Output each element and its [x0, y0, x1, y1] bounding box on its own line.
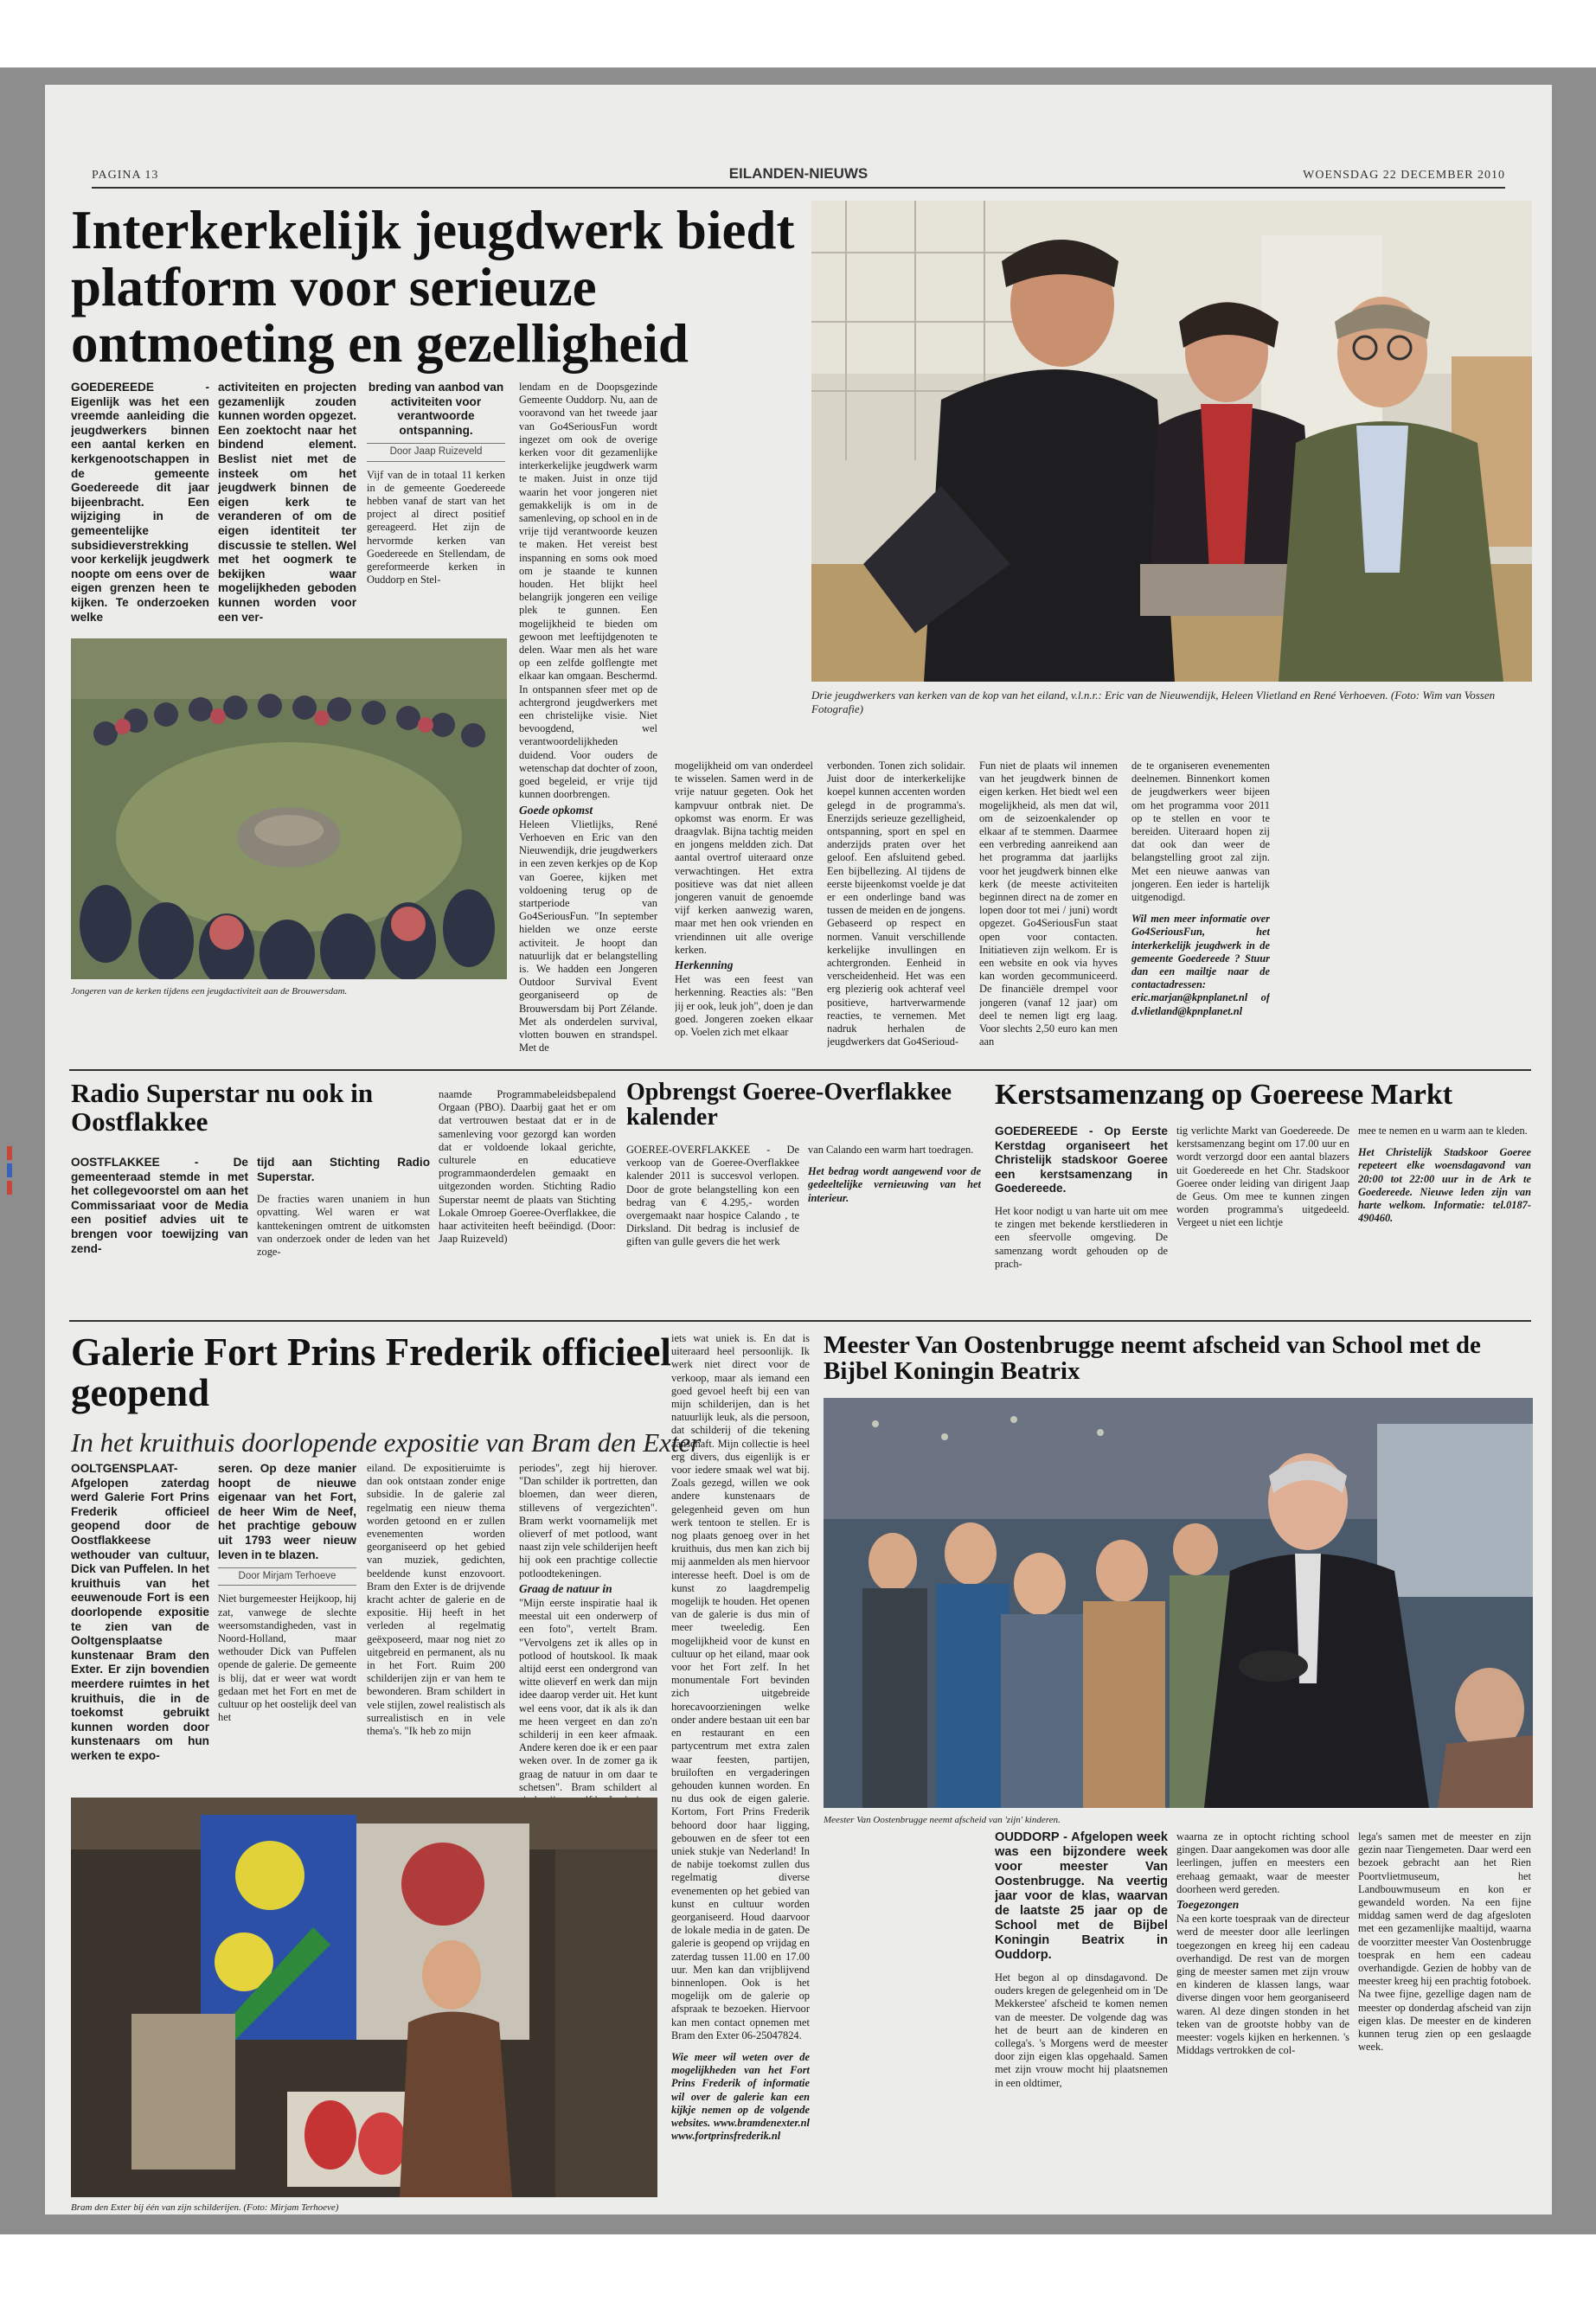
photo-caption: Meester Van Oostenbrugge neemt afscheid van 'zijn' kinderen.: [824, 1815, 1061, 1825]
article-column: [71, 1156, 248, 1311]
article-column: [671, 1332, 810, 2214]
article-text: iets wat uniek is. En dat is uiteraard heel persoonlijk. Ik werk niet direct voor de verkoop, maar als iemand een goed gevoel heeft bij een van mijn schilderijen, dan is het natuurlijk leuk, als die persoon, dat schilderij of die tekening aanschaft. Mijn collectie is heel erg divers, dus eigenlijk is er voor iedere smaak wel wat bij. Zoals gezegd, willen we ook andere kunstenaars de gelegenheid geven om hun werk tentoon te stellen. Er is nog plaats genoeg over in het kruithuis, dus men kan zich bij mij aanmelden als men hiervoor interesse heeft. Doel is om de kunst zo laagdrempelig mogelijk te houden. Het openen van de galerie is dus min of meer tweeledig. Een mogelijkheid voor de kunst en cultuur op het eiland, maar ook voor het Fort zelf. In het monumentale Fort bevinden zich uitgebreide horecavoorzieningen welke onder andere bestaan uit een bar en restaurant en een partycentrum met extra zalen waar feesten, partijen, bruiloften en vergaderingen gehouden kunnen worden. En nu dus ook de eigen galerie. Kortom, Fort Prins Frederik behoord door haar ligging, gebouwen en de sfeer tot een uniek stukje van Nederland! In de nabije toekomst zullen dus regelmatig diverse evenementen op het gebied van kunst en cultuur worden georganiseerd. Houd daarvoor de lokale media in de gaten. De galerie is geopend op vrijdag en zaterdag tussen 11.00 en 17.00 uur. Men kan dan vrijblijvend binnenlopen. Ook is het mogelijk om de galerie op afspraak te bezoeken. Hiervoor kan men contact opnemen met Bram den Exter 06-25047824.: [671, 1332, 810, 2041]
article-note: Het Christelijk Stadskoor Goeree repeteert elke woensdagavond van 20:00 tot 22:00 uur in de Ark te Goedereede. Nieuwe leden zijn van harte welkom. Informatie: tel.0187-490460.: [1358, 1146, 1531, 1225]
article-column: [995, 1830, 1168, 2211]
article-text: "Mijn eerste inspiratie haal ik meestal uit een onderwerp of een foto", vertelt Bram. "Vervolgens zet ik alles op in potlood of houtskool. Ik maak altijd eerst een ondergrond van witte olieverf en werk dan mijn idee daarop verder uit. Het kunt wel eens voor, dat ik als ik dan me heen vergeet en dan zo'n schilderij in een keer afmaak. Andere keren doe ik er een paar weken over. In de zomer ga ik graag de natuur in om daar te schetsen". Bram schildert al: [519, 1597, 657, 1793]
scan-color-tab: [7, 1181, 12, 1195]
article-text: Heleen Vlietlijks, René Verhoeven en Eric van den Nieuwendijk, drie jeugdwerkers in een zeven kerkjes op de Kop van Goeree, kijken met voldoening terug op de startperiode van Go4SeriousFun. "In september hielden we onze eerste activiteit. Je hoopt dan natuurlijk dat er belangstelling is. We hadden een Jongeren Outdoor Survival Event georganiseerd op de Brouwersdam bij Port Zélande. Met als onderdelen survival, vlotten bouwen en strandspel. Met de: [519, 817, 657, 1054]
intertitle: Graag de natuur in: [519, 1581, 612, 1595]
article-text: van Calando een warm hart toedragen.: [808, 1144, 974, 1156]
article-lead: OOSTFLAKKEE - De gemeenteraad stemde in met het collegevoorstel om aan het Commissariaat voor de Media een positief advies uit te brengen voor toewijzing van zend-: [71, 1156, 248, 1255]
article-lead: OUDDORP - Afgelopen week was een bijzondere week voor meester Van Oostenbrugge. Na veertig jaar voor de klas, waarvan de laatste 25 jaar op de School met de Bijbel Koningin Beatrix in Ouddorp.: [995, 1830, 1168, 1962]
headline-galerie: Galerie Fort Prins Frederik officieel geopend: [71, 1330, 671, 1414]
article-column: [626, 1144, 799, 1317]
photo-kampvuur-image: [71, 638, 507, 979]
photo-galerie-image: [71, 1798, 657, 2197]
contact-info: Wil men meer informatie over Go4SeriousFun, het interkerkelijk jeugdwerk in de gemeente Goedereede ? Stuur dan een mailtje naar de contactadressen: eric.marjan@kpnplanet.nl of d.vlietland@kpnplanet.nl: [1131, 913, 1270, 1017]
article-text: Na een korte toespraak van de directeur werd de meester door alle leerlingen toegezongen en kreeg hij een cadeau overhandigd. De rest van de morgen ging de meester samen met zijn vrouw en kinderen de klassen langs, waar diverse dingen voor hem georganiseerd waren. Al deze dingen stonden in het teken van de grootste hobby van de meester: vogels kijken en herkennen. 's Middags vertrokken de col-: [1176, 1913, 1349, 2057]
article-text: eiland. De expositieruimte is dan ook ontstaan zonder enige subsidie. In de galerie zal regelmatig een nieuw thema worden getoond en er zullen evenementen worden georganiseerd op het gebied van muziek, gedichten, beeldende kunst enzovoort. Bram den Exter is de drijvende kracht achter de galerie en de expositie. Hij heeft in het verleden al regelmatig geëxposeerd, maar nog niet zo uitgebreid en permanent, als nu in het Fort. Ruim 200 schilderijen zijn er van hem te bewonderen. Bram schildert in vele stijlen, zowel realistisch als surrealistisch en in vele thema's. "Ik heb zo mijn: [367, 1462, 505, 1738]
article-text: Het begon al op dinsdagavond. De ouders kregen de gelegenheid om in 'De Mekkerstee' afscheid te komen nemen van de meester. De volgende dag was het de beurt aan de kinderen en collega's. 's Morgens werd de meester door zijn eigen klas opgehaald. Samen met zijn vrouw mocht hij plaatsnemen in een oldtimer,: [995, 1971, 1168, 2089]
article-column: [995, 1125, 1168, 1324]
section-rule: [69, 1069, 1531, 1071]
intertitle: Herkenning: [675, 958, 734, 972]
issue-date: WOENSDAG 22 DECEMBER 2010: [1303, 169, 1505, 182]
article-column: [257, 1156, 430, 1311]
article-text: lendam en de Doopsgezinde Gemeente Ouddorp. Nu, aan de vooravond van het tweede jaar van Go4SeriousFun wordt ingezet om ook de overige kerken voor dit gezamenlijke interkerkelijke jeugdwerk warm te maken. Juist in onze tijd waarin het voor jongeren niet gemakkelijk is om in de samenleving, op school en in de vrije tijd verantwoorde keuzen te maken. Het vereist best inspanning en soms ook moed om je staande te kunnen houden. Het blijkt heel belangrijk jongeren een veilige plek te gunnen. Een mogelijkheid te bieden om gewoon met leeftijdgenoten te delen. Waar men als het ware op een zelfde golflengte met elkaar kan omgaan. Beschermd. In ontspannen sfeer met op de achtergrond jeugdwerkers met een christelijke visie. Niet bevoogdend, wel verantwoordelijkheden duidend. Voor ouders de wetenschap dat dochter of zoon, goed begeleid, er vrije tijd kunnen doorbrengen.: [519, 381, 657, 801]
article-text: GOEREE-OVERFLAKKEE - De verkoop van de Goeree-Overflakkee kalender 2011 is succesvol verlopen. Door de grote belangstelling kon een bedrag van € 4.295,- worden overgemaakt naar hospice Calando , te Dirksland. Dit bedrag is inclusief de giften van gulle gevers die het werk: [626, 1144, 799, 1248]
headline-kerstsamenzang: Kerstsamenzang op Goereese Markt: [995, 1079, 1453, 1111]
article-note: Het bedrag wordt aangewend voor de gedeeltelijke vernieuwing van het interieur.: [808, 1165, 981, 1204]
article-text: tig verlichte Markt van Goedereede. De kerstsamenzang begint om 17.00 uur en wordt verzorgd door een aantal blazers uit Goedereede en het Chr. Stadskoor Goeree onder leiding van dirigent Jaap de Geus. Om mee te kunnen zingen worden programma's uitgedeeld. Vergeet u niet een lichtje: [1176, 1125, 1349, 1229]
article-text: periodes", zegt hij hierover. "Dan schilder ik portretten, dan bloemen, dan weer dieren, stillevens of vergezichten". Bram werkt voornamelijk met olieverf of met potlood, want naast zijn vele schilderijen heeft hij ook een prachtige collectie potloodtekeningen.: [519, 1462, 657, 1580]
article-text: De fracties waren unaniem in hun opvatting. Wel waren er wat kanttekeningen omtrent de uitkomsten van onderzoek onder de leden van het zoge-: [257, 1193, 430, 1258]
article-text: Fun niet de plaats wil innemen van het jeugdwerk binnen de eigen kerken. Het biedt wel een mogelijkheid, als men dat wil, om de seizoenkalender op elkaar af te stemmen. Daarmee een verbreding aanreikend aan het programma dat jaarlijks voor het jeugdwerk binnen elke kerk (de meeste activiteiten beginnen direct na de zomer en lopen door tot mei / juni) wordt opgezet. Go4SeriousFun staat open voor contacten. Initiatieven zijn welkom. Er is een website en ook via hyves kan worden gecommuniceerd. De financiële drempel voor jongeren (vanaf 12 jaar) om deel te nemen ligt erg laag. Voor slechts 2,50 euro kan men aan: [979, 760, 1118, 1048]
article-note: Wie meer wil weten over de mogelijkheden van het Fort Prins Frederik of informatie wil over de galerie kan een kijkje nemen op de volgende websites. www.bramdenexter.nl www.fortprinsfrederik.nl: [671, 2050, 810, 2143]
article-text: lega's samen met de meester en zijn gezin naar Tiengemeten. Daar werd een bezoek gebracht aan het Rien Poortvlietmuseum, het Landbouwmuseum en kon er gewandeld worden. Na een fijne middag samen werd de dag afgesloten met een gezamenlijke maaltijd, waarna de voorzitter meester Van Oostenbrugge toesprak en hem een cadeau overhandigde. Gezien de hobby van de meester kreeg hij een prachtig fotoboek. Na twee fijne, gezellige dagen nam de meester op donderdag afscheid van zijn eigen klas. De meester en de kinderen kunnen terug zien op een geslaagde week.: [1358, 1830, 1531, 2054]
article-lead: activiteiten en projecten gezamenlijk zouden kunnen worden opgezet. Een zoektocht naar het bindend element. Beslist niet met de insteek om het jeugdwerk binnen de eigen kerk te veranderen of om de eigen identiteit ter discussie te stellen. Wel met het oogmerk te bekijken waar mogelijkheden geboden kunnen worden voor een ver-: [218, 381, 356, 624]
photo-caption: Bram den Exter bij één van zijn schilderijen. (Foto: Mirjam Terhoeve): [71, 2202, 339, 2213]
article-column: [1176, 1125, 1349, 1324]
article-column: [367, 1462, 505, 1791]
article-column: [71, 1462, 209, 1791]
intertitle: Goede opkomst: [519, 803, 593, 817]
article-column: [1358, 1125, 1531, 1324]
article-text: de te organiseren evenementen deelnemen. Binnenkort komen de jeugdwerkers weer bijeen om het programma voor 2011 op te stellen en voor te bereiden. Uiteraard hopen zij dat ook dan weer de belangstelling groot zal zijn. Met een nieuwe aanwas van jongeren. Een ieder is hartelijk uitgenodigd.: [1131, 760, 1270, 904]
masthead: EILANDEN-NIEUWS: [728, 165, 869, 182]
article-lead: OOLTGENSPLAAT- Afgelopen zaterdag werd Galerie Fort Prins Frederik officieel geopend door de Oostflakkeese wethouder van cultuur, Dick van Puffelen. In het kruithuis van het eeuwenoude Fort is een doorlopende expositie te zien van de Ooltgensplaatse kunstenaar Bram den Exter. Er zijn bovendien meerdere ruimtes in het kruithuis, die in de toekomst gebruikt kunnen worden door kunstenaars om hun werken te expo-: [71, 1462, 209, 1762]
article-lead: seren. Op deze manier hoopt de nieuwe eigenaar van het Fort, de heer Wim de Neef, het prachtige gebouw uit 1793 weer nieuw leven in te blazen.: [218, 1462, 356, 1561]
article-text: verbonden. Tonen zich solidair. Juist door de interkerkelijke koepel kunnen accenten worden gelegd in de programma's. Enerzijds serieuze gezelligheid, ontspanning, sport en spel en anderzijds praten over het geloof. Een afsluitend gebed. Een bijbellezing. Al tijdens de eerste bijeenkomst voelde je dat er een onderlinge band was tussen de meiden en de jongens. Gebaseerd op respect en normen. Vanuit verschillende kerkelijke invullingen en achtergronden. Eenheid in verscheidenheid. Het was een erg plezierig ook achteraf veel positieve, hartverwarmende reacties, te vernemen. Met nadruk herhalen de jeugdwerkers dat Go4Serioud-: [827, 760, 965, 1048]
byline: Door Jaap Ruizeveld: [367, 443, 505, 461]
article-lead: breding van aanbod van activiteiten voor verantwoorde ontspanning.: [368, 381, 504, 437]
subheadline-galerie: In het kruithuis doorlopende expositie van Bram den Exter: [71, 1427, 702, 1458]
article-column: [519, 381, 657, 1142]
newspaper-page: [45, 85, 1552, 2214]
article-column: [218, 1462, 356, 1791]
article-column: [1358, 1830, 1531, 2211]
article-column: [1176, 1830, 1349, 2211]
photo-jeugdwerkers-image: [811, 201, 1532, 682]
page-header: [92, 165, 1505, 184]
article-text: Niet burgemeester Heijkoop, hij zat, vanwege de slechte weersomstandigheden, vast in Noord-Holland, maar wethouder Dick van Puffelen opende de galerie. De gemeente is blij, dat er weer wat wordt gedaan met het Fort en met de cultuur op het oostelijk deel van het: [218, 1593, 356, 1724]
byline: Door Mirjam Terhoeve: [218, 1567, 356, 1586]
article-text: Het was een feest van herkenning. Reacties als: "Ben jij er ook, leuk joh", doen je dan goed. Jongeren zoeken elkaar op. Voelen zich met elkaar: [675, 973, 813, 1039]
headline-radio-superstar: Radio Superstar nu ook in Oostflakkee: [71, 1078, 374, 1137]
article-lead: GOEDEREEDE - Eigenlijk was het een vreemde aanleiding die jeugdwerkers binnen een aantal kerken en kerkgenootschappen in de gemeente Goedereede dit jaar bijeenbracht. Een wijziging in de gemeentelijke subsidieverstrekking voor kerkelijk jeugdwerk noopte om eens over de eigen grenzen heen te kijken. Te onderzoeken welke: [71, 381, 209, 624]
section-rule: [69, 1320, 1531, 1322]
photo-jeugdwerkers: [811, 201, 1532, 682]
headline-kalender: Opbrengst Goeree-Overflakkee kalender: [626, 1079, 952, 1131]
article-text: Het koor nodigt u van harte uit om mee te zingen met bekende kerstliederen in een sfeervolle omgeving. De samenzang wordt gehouden op de prach-: [995, 1204, 1168, 1270]
header-rule: [92, 187, 1505, 189]
article-text: naamde Programmabeleidsbepalend Orgaan (PBO). Daarbij gaat het er om dat vertrouwen bestaat dat er in de samenleving voor gezorgd kan worden dat er voldoende lokaal gerichte, culturele en educatieve programmaonderdelen gemaakt en uitgezonden worden. Stichting Radio Superstar neemt de plaats van Stichting Lokale Omroep Goeree-Overflakkee, die haar activiteiten heeft beëindigd. (Door: Jaap Ruizeveld): [439, 1088, 616, 1246]
headline-meester: Meester Van Oostenbrugge neemt afscheid van School met de Bijbel Koningin Beatrix: [824, 1331, 1481, 1386]
scan-color-tab: [7, 1163, 12, 1177]
article-column: [218, 381, 356, 675]
page-number: PAGINA 13: [92, 169, 159, 182]
photo-meester-image: [824, 1398, 1533, 1808]
photo-meester: [824, 1398, 1533, 1808]
photo-kampvuur: [71, 638, 507, 979]
photo-caption: Jongeren van de kerken tijdens een jeugdactiviteit aan de Brouwersdam.: [71, 986, 348, 997]
article-column: [808, 1144, 981, 1317]
article-lead: GOEDEREEDE - Op Eerste Kerstdag organiseert het Christelijk stadskoor Goeree een kerstsamenzang in Goedereede.: [995, 1125, 1168, 1195]
article-text: Vijf van de in totaal 11 kerken in de gemeente Goedereede hebben vanaf de start van het project al direct positief gereageerd. Het zijn de hervormde kerken van Goedereede en Stellendam, de gereformeerde kerken in Ouddorp en Stel-: [367, 468, 505, 586]
photo-galerie: [71, 1798, 657, 2197]
article-lead: tijd aan Stichting Radio Superstar.: [257, 1156, 430, 1183]
article-column: [71, 381, 209, 675]
article-text: mogelijkheid om van onderdeel te wisselen. Samen werd in de vrije natuur gegeten. Ook het kampvuur ontbrak niet. De opkomst was enorm. Er was draagvlak. Bijna tachtig meiden en jongens meldden zich. Dat aantal overtrof uiteraard onze verwachtingen. Het extra positieve was dat niet alleen jongeren vanuit de genoemde vijf kerken aanwezig waren, maar met hen ook vrienden en vriendinnen uit alle overige kerken.: [675, 760, 813, 956]
photo-caption: Drie jeugdwerkers van kerken van de kop van het eiland, v.l.n.r.: Eric van de Nieuwendijk, Heleen Vlietland en René Verhoeven. (Foto: Wim van Vossen Fotografie): [811, 689, 1496, 715]
article-text: waarna ze in optocht richting school gingen. Daar aangekomen was door alle leerlingen, juffen en meesters een erehaag gemaakt, waar de meester doorheen werd gereden.: [1176, 1830, 1349, 1895]
headline-jeugdwerk: Interkerkelijk jeugdwerk biedt platform voor serieuze ontmoeting en gezelligheid: [71, 200, 795, 375]
article-column: [367, 381, 505, 675]
article-text: mee te nemen en u warm aan te kleden.: [1358, 1125, 1528, 1137]
scan-color-tab: [7, 1146, 12, 1160]
article-column: [439, 1088, 616, 1313]
intertitle: Toegezongen: [1176, 1898, 1240, 1912]
